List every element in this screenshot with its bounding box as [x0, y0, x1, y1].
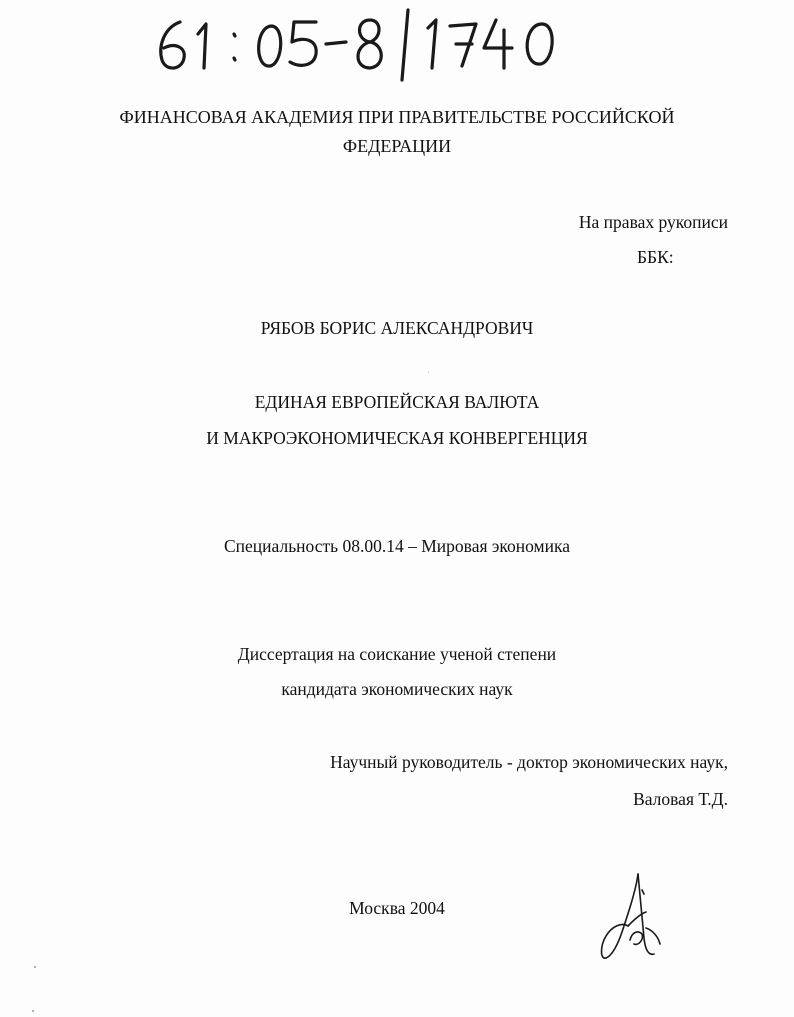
degree-line-1: Диссертация на соискание ученой степени	[237, 644, 557, 664]
supervisor-line-1: Научный руководитель - доктор экономических наук,	[330, 752, 728, 772]
scan-speck	[428, 372, 429, 373]
specialty: Специальность 08.00.14 – Мировая экономика	[224, 536, 570, 556]
degree-line-2: кандидата экономических наук	[281, 679, 513, 699]
bbk-label: ББК:	[637, 247, 674, 267]
institution-line-2: ФЕДЕРАЦИИ	[342, 136, 452, 156]
rights-note: На правах рукописи	[578, 212, 728, 232]
institution-line-1: ФИНАНСОВАЯ АКАДЕМИЯ ПРИ ПРАВИТЕЛЬСТВЕ РОССИЙСКОЙ	[119, 107, 675, 127]
title-line-2: И МАКРОЭКОНОМИЧЕСКАЯ КОНВЕРГЕНЦИЯ	[206, 428, 588, 448]
handwritten-catalog-number-drawing	[150, 6, 570, 82]
author-name: РЯБОВ БОРИС АЛЕКСАНДРОВИЧ	[260, 318, 534, 338]
scan-speck	[32, 1010, 34, 1012]
supervisor-line-2: Валовая Т.Д.	[633, 789, 728, 809]
scan-speck	[34, 966, 36, 968]
signature-mark	[598, 870, 668, 962]
title-line-1: ЕДИНАЯ ЕВРОПЕЙСКАЯ ВАЛЮТА	[254, 392, 540, 412]
place-year: Москва 2004	[349, 898, 445, 918]
